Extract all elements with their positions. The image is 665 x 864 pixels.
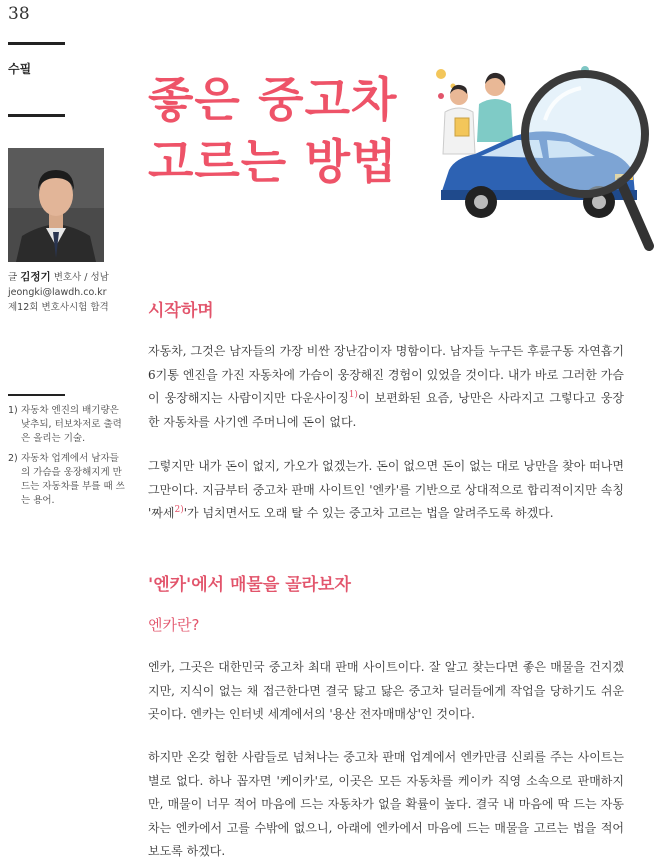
paragraph-1-text-b: 이 보편화된 요즘, 낭만은 사라지고 그렇다고 웅장한 자동차를 사기엔 주머니에 돈이 없다. (148, 391, 625, 429)
footnote-ref-2: 2) (174, 505, 184, 515)
paragraph-2-text-a: 그렇지만 내가 돈이 없지, 가오가 없겠는가. 돈이 없으면 돈이 없는 대로 낭만을 찾아 떠나면 그만이다. 지금부터 중고차 판매 사이트인 '엔카'를 기반으로 상대적으로 합리적이지만 속칭 '짜세 (148, 459, 624, 520)
paragraph-1-text-a: 자동차, 그것은 남자들의 가장 비싼 장난감이자 명함이다. 남자들 누구든 후륜구동 자연흡기 6기통 엔진을 가진 자동차에 가슴이 웅장해진 경험이 있었을 것이다. 내가 바로 그러한 가슴이 웅장해지는 사람이지만 다운사이징 (148, 344, 624, 405)
car-magnifier-illustration (435, 64, 660, 254)
author-role: 변호사 / 성남 (53, 272, 109, 283)
title-line-1: 좋은 중고차 (148, 73, 398, 128)
section-divider (8, 114, 65, 117)
author-photo (8, 148, 104, 262)
author-info (8, 270, 109, 315)
paragraph-4: 하지만 온갖 험한 사람들로 넘쳐나는 중고차 판매 업계에서 엔카만큼 신뢰를 주는 사이트는 별로 없다. 하나 꼽자면 '케이카'로, 이곳은 모든 자동차를 케이카 직영 소속으로 판매하지만, 매물이 너무 적어 마음에 드는 자동차가 없을 확률이 높다. 결국 내 마음에 딱 드는 자동차는 엔카에서 고를 수밖에 없으니, 아래에 엔카에서 마음에 드는 매물을 고르는 법을 적어보도록 하겠다. (148, 750, 624, 858)
paragraph-1 (148, 340, 624, 434)
author-email: jeongki@lawdh.co.kr (8, 287, 107, 298)
footnote-item (8, 452, 126, 508)
page-number: 38 (8, 4, 30, 24)
footnote-number: 2) (8, 453, 18, 464)
article-title (148, 70, 397, 194)
section-label: 수필 (8, 62, 32, 76)
top-divider (8, 42, 65, 45)
author-exam: 제12회 변호사시험 합격 (8, 302, 109, 313)
author-prefix: 글 (8, 272, 18, 283)
footnote-number: 1) (8, 405, 18, 416)
notes-divider (8, 394, 65, 396)
paragraph-3: 엔카, 그곳은 대한민국 중고차 최대 판매 사이트이다. 잘 알고 찾는다면 좋은 매물을 건지겠지만, 지식이 없는 채 접근한다면 결국 닳고 닳은 중고차 딜러들에게 작업을 당하기도 쉬운 곳이다. 엔카는 인터넷 세계에서의 '용산 전자매매상'인 것이다. (148, 660, 624, 721)
paragraph-2 (148, 455, 624, 526)
title-line-2: 고르는 방법 (148, 135, 398, 190)
footnote-ref-1: 1) (348, 390, 358, 400)
footnote-text: 자동차 엔진의 배기량은 낮추되, 터보차저로 출력은 올리는 기술. (21, 405, 122, 444)
footnote-text: 자동차 업계에서 남자들의 가슴을 웅장해지게 만드는 자동차를 부를 때 쓰는 용어. (21, 453, 125, 506)
encar-subheading: 엔카란? (148, 616, 200, 634)
paragraph-2-text-b: '가 넘치면서도 오래 탈 수 있는 중고차 고르는 법을 알려주도록 하겠다. (183, 506, 554, 520)
footnote-item (8, 404, 126, 446)
author-line (8, 270, 109, 285)
author-name: 김정기 (20, 271, 51, 283)
encar-heading: '엔카'에서 매물을 골라보자 (148, 575, 351, 595)
intro-heading: 시작하며 (148, 301, 214, 321)
footnotes (8, 404, 126, 514)
